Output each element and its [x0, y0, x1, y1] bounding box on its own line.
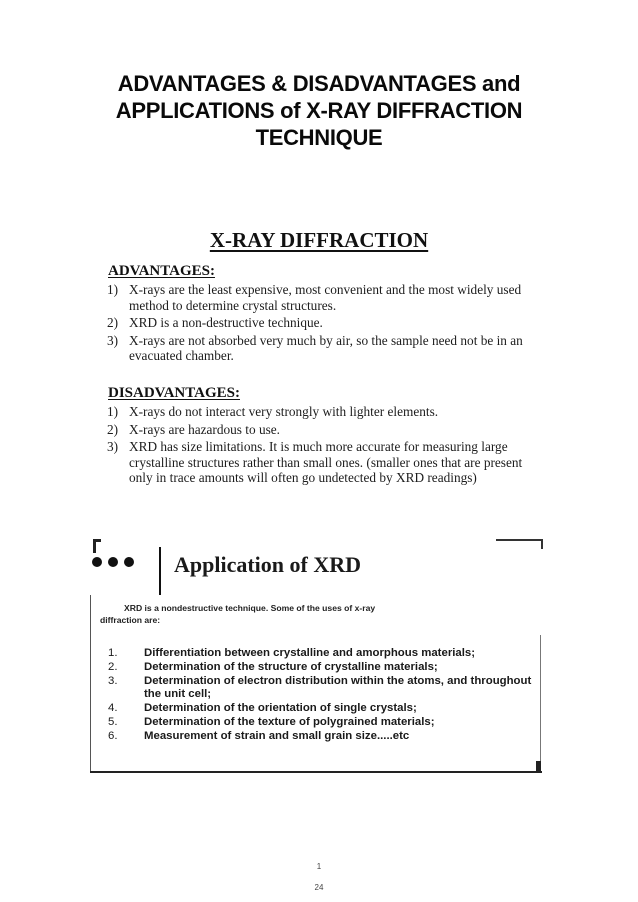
item-text: X-rays are not absorbed very much by air, so the sample need not be in an evacuated chamber.: [129, 332, 523, 363]
main-title: [60, 70, 578, 151]
item-text: X-rays do not interact very strongly with lighter elements.: [129, 404, 439, 419]
xrd-application-slide: [86, 535, 544, 780]
list-item: [107, 439, 527, 486]
item-number: 1.: [108, 647, 118, 659]
main-title-line-2: APPLICATIONS of X-RAY DIFFRACTION: [115, 98, 523, 123]
slide-top-rule: [496, 539, 541, 541]
slide-corner-top-left: [93, 539, 96, 553]
item-number: 3): [107, 332, 119, 348]
item-text: Determination of the texture of polygrained materials;: [144, 716, 435, 728]
section-title: X-RAY DIFFRACTION: [209, 228, 429, 252]
item-text: Determination of the orientation of single crystals;: [144, 702, 417, 714]
item-text: Measurement of strain and small grain size.....etc: [144, 730, 410, 742]
item-text: X-rays are hazardous to use.: [129, 421, 281, 437]
bullet-dots-icon: [92, 557, 134, 567]
item-text: XRD is a non-destructive technique.: [129, 315, 323, 330]
slide-corner-top-right: [541, 539, 543, 549]
list-item: [108, 661, 538, 674]
item-number: 2): [107, 421, 119, 437]
list-item: [107, 315, 527, 331]
disadvantages-list: [107, 404, 527, 488]
item-number: 2.: [108, 661, 118, 673]
title-divider: [159, 547, 161, 595]
slide-title: Application of XRD: [174, 552, 362, 577]
main-title-line-1: ADVANTAGES & DISADVANTAGES and: [117, 71, 521, 96]
slide-left-edge: [90, 595, 91, 773]
slide-right-edge: [540, 635, 541, 773]
dot-icon: [92, 557, 102, 567]
list-item: [108, 730, 538, 743]
dot-icon: [108, 557, 118, 567]
item-number: 4.: [108, 702, 118, 714]
item-text: Determination of electron distribution within the atoms, and throughout the unit cell;: [144, 675, 532, 700]
intro-line-2: diffraction are:: [100, 615, 161, 625]
list-item: [107, 282, 527, 313]
list-item: [107, 404, 527, 420]
slide-bottom-edge: [90, 771, 542, 773]
list-item: [108, 702, 538, 715]
item-number: 2): [107, 315, 119, 330]
item-number: 5.: [108, 716, 118, 728]
item-number: 3): [107, 439, 119, 454]
item-number: 1): [107, 282, 119, 297]
applications-list: [108, 647, 538, 744]
item-number: 6.: [108, 730, 118, 742]
dot-icon: [124, 557, 134, 567]
advantages-heading: ADVANTAGES:: [108, 263, 215, 279]
footer-mark: 1: [316, 862, 322, 871]
main-title-line-3: TECHNIQUE: [255, 125, 383, 150]
list-item: [108, 675, 538, 701]
slide-intro: [100, 602, 520, 626]
list-item: [107, 422, 527, 438]
item-text: XRD has size limitations. It is much more accurate for measuring large crystalline structures rather than small ones. (smaller ones that are present only in trace amounts will often go undetected by XRD readings): [129, 439, 523, 485]
advantages-list: [107, 282, 527, 366]
item-text: Differentiation between crystalline and amorphous materials;: [144, 647, 476, 659]
item-number: 3.: [108, 675, 118, 687]
list-item: [108, 716, 538, 729]
item-text: Determination of the structure of crystalline materials;: [144, 661, 438, 673]
list-item: [108, 647, 538, 660]
list-item: [107, 333, 527, 364]
item-number: 1): [107, 404, 119, 419]
page-number: 24: [314, 883, 324, 892]
intro-line-1: XRD is a nondestructive technique. Some of the uses of x-ray: [124, 603, 376, 613]
item-text: X-rays are the least expensive, most convenient and the most widely used method to determine crystal structures.: [129, 282, 522, 313]
disadvantages-heading: DISADVANTAGES:: [108, 385, 240, 401]
slide-bottom-corner: [536, 761, 541, 773]
